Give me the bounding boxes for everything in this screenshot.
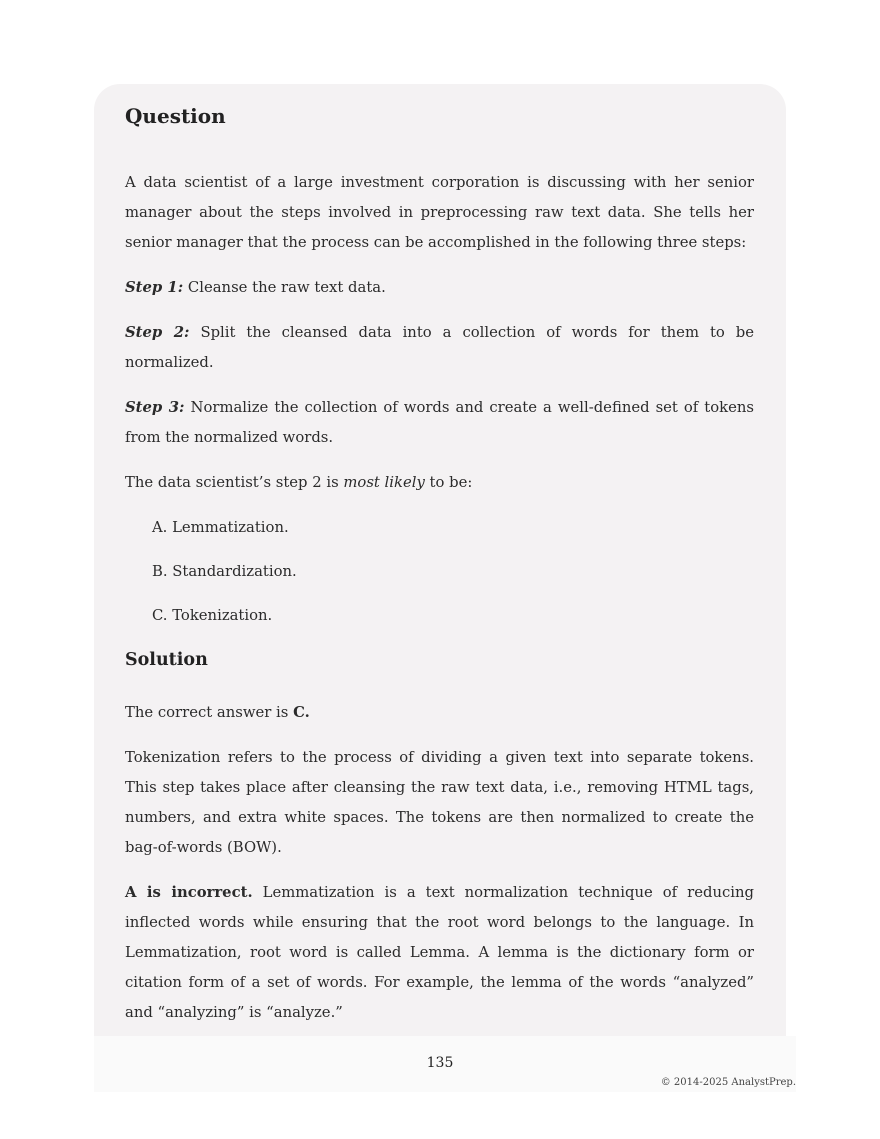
step-2-text: Split the cleansed data into a collection of words for them to be normalized. [125, 324, 754, 371]
step-3-text: Normalize the collection of words and create a well-defined set of tokens from the normalized words. [125, 399, 754, 446]
question-intro: A data scientist of a large investment corporation is discussing with her senior manager about the steps involved in preprocessing raw text data. She tells her senior manager that the process can be accomplished in the following three steps: [125, 174, 754, 251]
step-1-label: Step 1: [125, 279, 184, 296]
option-b: B. Standardization. [152, 563, 297, 580]
step-3-label: Step 3: [125, 399, 185, 416]
question-prompt [125, 468, 754, 498]
incorrect-a-text: Lemmatization is a text normalization technique of reducing inflected words while ensuring that the root word belongs to the language. In Lemmatization, root word is called Lemma. A lemma is the dictionary form or citation form of a set of words. For example, the lemma of the words “analyzed” and “analyzing” is “analyze.” [125, 884, 755, 1021]
step-3 [125, 393, 754, 453]
prompt-after: to be: [424, 474, 473, 491]
solution-explanation: Tokenization refers to the process of dividing a given text into separate tokens. This step takes place after cleansing the raw text data, i.e., removing HTML tags, numbers, and extra white spaces. The tokens are then normalized to create the bag-of-words (BOW). [125, 749, 754, 856]
step-1-text: Cleanse the raw text data. [183, 279, 386, 296]
option-a: A. Lemmatization. [152, 519, 289, 536]
page-number: 135 [426, 1055, 454, 1071]
step-1 [125, 273, 754, 303]
step-2-label: Step 2: [125, 324, 190, 341]
question-card [94, 84, 786, 1036]
copyright-notice: © 2014-2025 AnalystPrep. [660, 1077, 796, 1088]
prompt-before: The data scientist’s step 2 is [125, 474, 344, 491]
step-2 [125, 318, 754, 378]
correct-answer [125, 698, 754, 728]
incorrect-a-label: A is incorrect. [125, 884, 253, 901]
option-c: C. Tokenization. [152, 607, 273, 624]
incorrect-a [125, 878, 754, 1028]
prompt-emphasis: most likely [343, 474, 425, 491]
question-heading: Question [125, 104, 226, 128]
solution-heading: Solution [125, 650, 208, 670]
answer-letter: C. [293, 704, 310, 721]
answer-prefix: The correct answer is [125, 704, 294, 721]
